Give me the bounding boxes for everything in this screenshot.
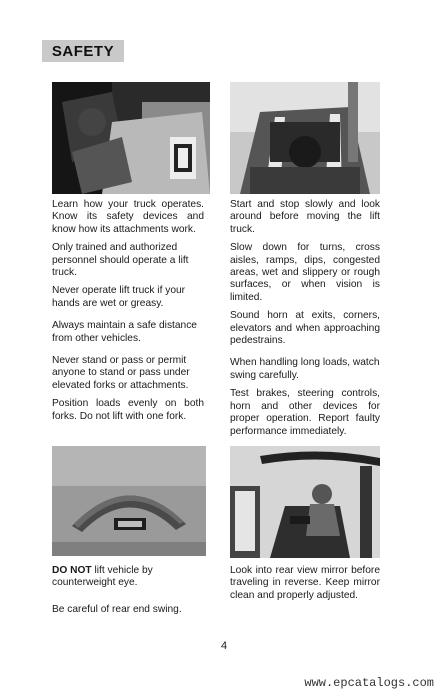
para-test-brakes: Test brakes, steering controls, horn and other devices for proper operation. Report faulty performance immediately. <box>230 388 380 437</box>
para-rear-swing: Be careful of rear end swing. <box>52 603 182 615</box>
photo-truck-controls <box>52 82 210 194</box>
watermark-url: www.epcatalogs.com <box>304 676 434 690</box>
para-counterweight-rest: lift vehicle by counterweight eye. <box>52 565 153 589</box>
para-long-loads: When handling long loads, watch swing carefully. <box>230 357 380 381</box>
photo-counterweight-eye <box>52 446 206 556</box>
para-learn-truck: Learn how your truck operates. Know its safety devices and know how its attachments work. <box>52 199 204 235</box>
left-column-top <box>52 199 204 429</box>
para-rear-mirror: Look into rear view mirror before traveling in reverse. Keep mirror clean and properly adjusted. <box>230 565 380 601</box>
para-elevated-forks: Never stand or pass or permit anyone to stand or pass under elevated forks or attachments. <box>52 355 190 391</box>
para-start-stop: Start and stop slowly and look around before moving the lift truck. <box>230 199 380 235</box>
left-column-bottom <box>52 565 204 622</box>
section-title: SAFETY <box>42 40 124 62</box>
para-trained-personnel: Only trained and authorized personnel should operate a lift truck. <box>52 242 189 279</box>
para-counterweight <box>52 565 204 590</box>
photo-truck-cab <box>230 82 380 194</box>
right-column-bottom <box>230 565 380 608</box>
photo-operator-mirror <box>230 446 380 558</box>
para-sound-horn: Sound horn at exits, corners, elevators and when approaching pedestrains. <box>230 310 380 347</box>
para-safe-distance: Always maintain a safe distance from other vehicles. <box>52 320 197 344</box>
para-wet-hands: Never operate lift truck if your hands are wet or greasy. <box>52 285 186 309</box>
page-number: 4 <box>220 640 228 652</box>
para-position-loads: Position loads evenly on both forks. Do not lift with one fork. <box>52 398 204 422</box>
para-slow-down: Slow down for turns, cross aisles, ramps, dips, congested areas, wet and slippery or rough surfaces, or when vision is limited. <box>230 242 380 303</box>
emphasis-do-not: DO NOT <box>52 565 92 576</box>
right-column-top <box>230 199 380 444</box>
